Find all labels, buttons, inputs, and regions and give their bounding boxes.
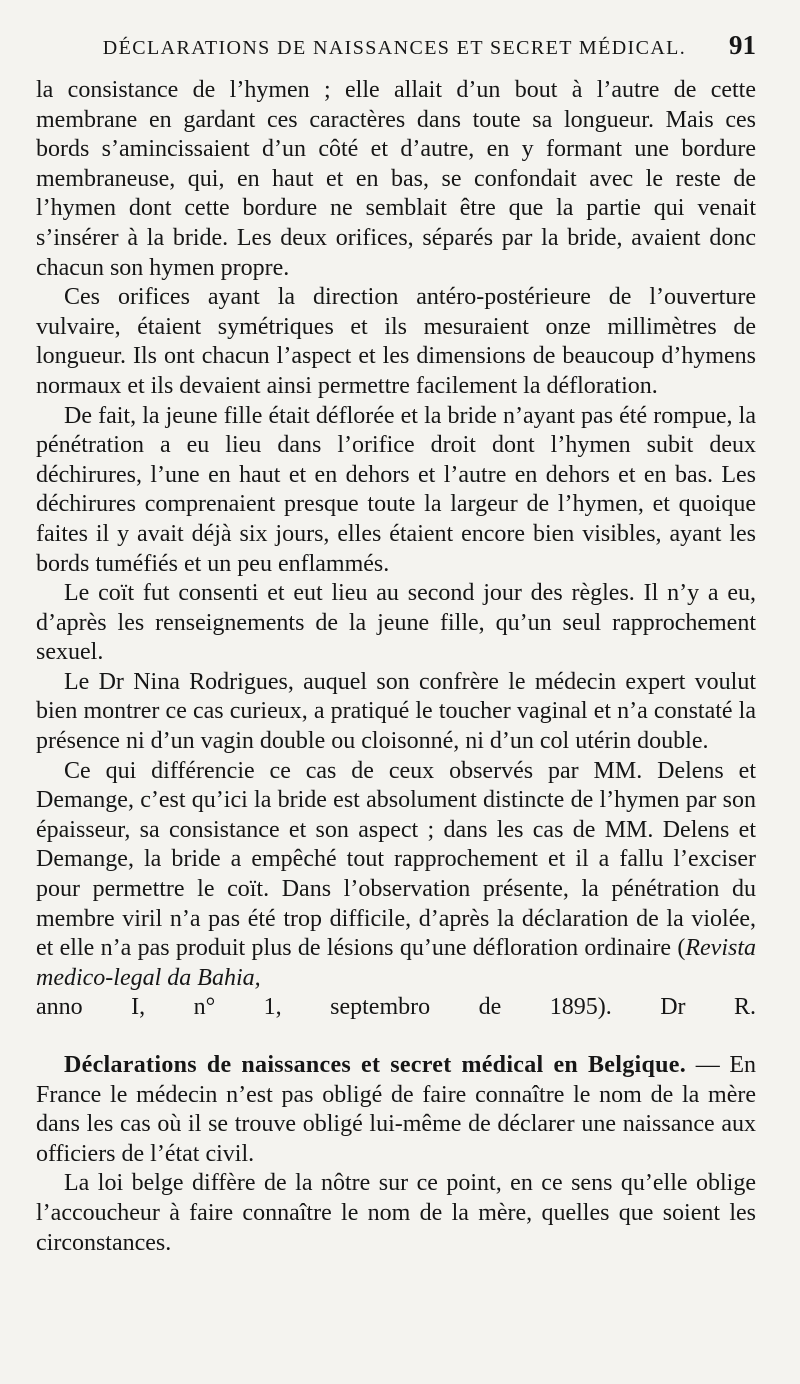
running-head <box>36 30 756 76</box>
paragraph-4: Le coït fut consenti et eut lieu au second jour des règles. Il n’y a eu, d’après les renseignements de la jeune fille, qu’un seul rapprochement sexuel. <box>36 580 756 666</box>
section-paragraph: La loi belge diffère de la nôtre sur ce point, en ce sens qu’elle oblige l’accoucheur à faire connaître le nom de la mère, quelles que soient les circonstances. <box>36 1170 756 1256</box>
citation: Revista medico-legal da Bahia, <box>36 935 756 991</box>
citation-end: anno I, n° 1, septembro de 1895). <box>36 994 612 1021</box>
section-gap <box>36 1023 756 1051</box>
page-number: 91 <box>729 30 756 60</box>
body-text <box>36 76 756 1258</box>
paragraph-3: De fait, la jeune fille était déflorée et la bride n’ayant pas été rompue, la pénétration a eu lieu dans l’orifice droit dont l’hymen subit deux déchirures, l’une en haut et en dehors et l’autre en dehors et en bas. Les déchirures comprenaient presque toute la largeur de l’hymen, et quoique faites il y avait déjà six jours, elles étaient encore bien visibles, ayant les bords tuméfiés et un peu enflammés. <box>36 402 756 577</box>
paragraph-6-text: Ce qui différencie ce cas de ceux observés par MM. Delens et Demange, c’est qu’ici la bride est absolument distincte de l’hymen par son épaisseur, sa consistance et son aspect ; dans les cas de MM. Delens et Demange, la bride a empêché tout rapprochement et il a fallu l’exciser pour permettre le coït. Dans l’observation présente, la pénétration du membre viril n’a pas été trop difficile, d’après la déclaration de la violée, et elle n’a pas produit plus de lésions qu’une défloration ordinaire ( <box>36 757 756 962</box>
paragraph-1: la consistance de l’hymen ; elle allait d’un bout à l’autre de cette membrane en gardant ces caractères dans toute sa longueur. Mais ces bords s’amincissaient d’un côté et d’autre, en y formant une bordure membraneuse, qui, en haut et en bas, se confondait avec le reste de l’hymen dont cette bordure ne semblait être que la partie qui venait s’insérer à la bride. Les deux orifices, séparés par la bride, avaient donc chacun son hymen propre. <box>36 77 756 281</box>
signature: Dr R. <box>660 994 757 1021</box>
section-intro-paragraph <box>36 1051 756 1169</box>
paragraph-5: Le Dr Nina Rodrigues, auquel son confrère le médecin expert voulut bien montrer ce cas curieux, a pratiqué le toucher vaginal et n’a constaté la présence ni d’un vagin double ou cloisonné, ni d’un col utérin double. <box>36 668 756 755</box>
paragraph-2: Ces orifices ayant la direction antéro-postérieure de l’ouverture vulvaire, étaient symétriques et ils mesuraient onze millimètres de longueur. Ils ont chacun l’aspect et les dimensions de beaucoup d’hymens normaux et ils devaient ainsi permettre facilement la défloration. <box>36 284 756 399</box>
running-title: DÉCLARATIONS DE NAISSANCES ET SECRET MÉDICAL. <box>102 37 687 59</box>
paragraph-6 <box>36 757 756 994</box>
section-heading: Déclarations de naissances et secret médical en Belgique. <box>64 1052 687 1078</box>
signature-line <box>36 993 756 1023</box>
section-intro: — En France le médecin n’est pas obligé de faire connaître le nom de la mère dans les cas où il se trouve obligé lui-même de déclarer une naissance aux officiers de l’état civil. <box>36 1052 756 1167</box>
